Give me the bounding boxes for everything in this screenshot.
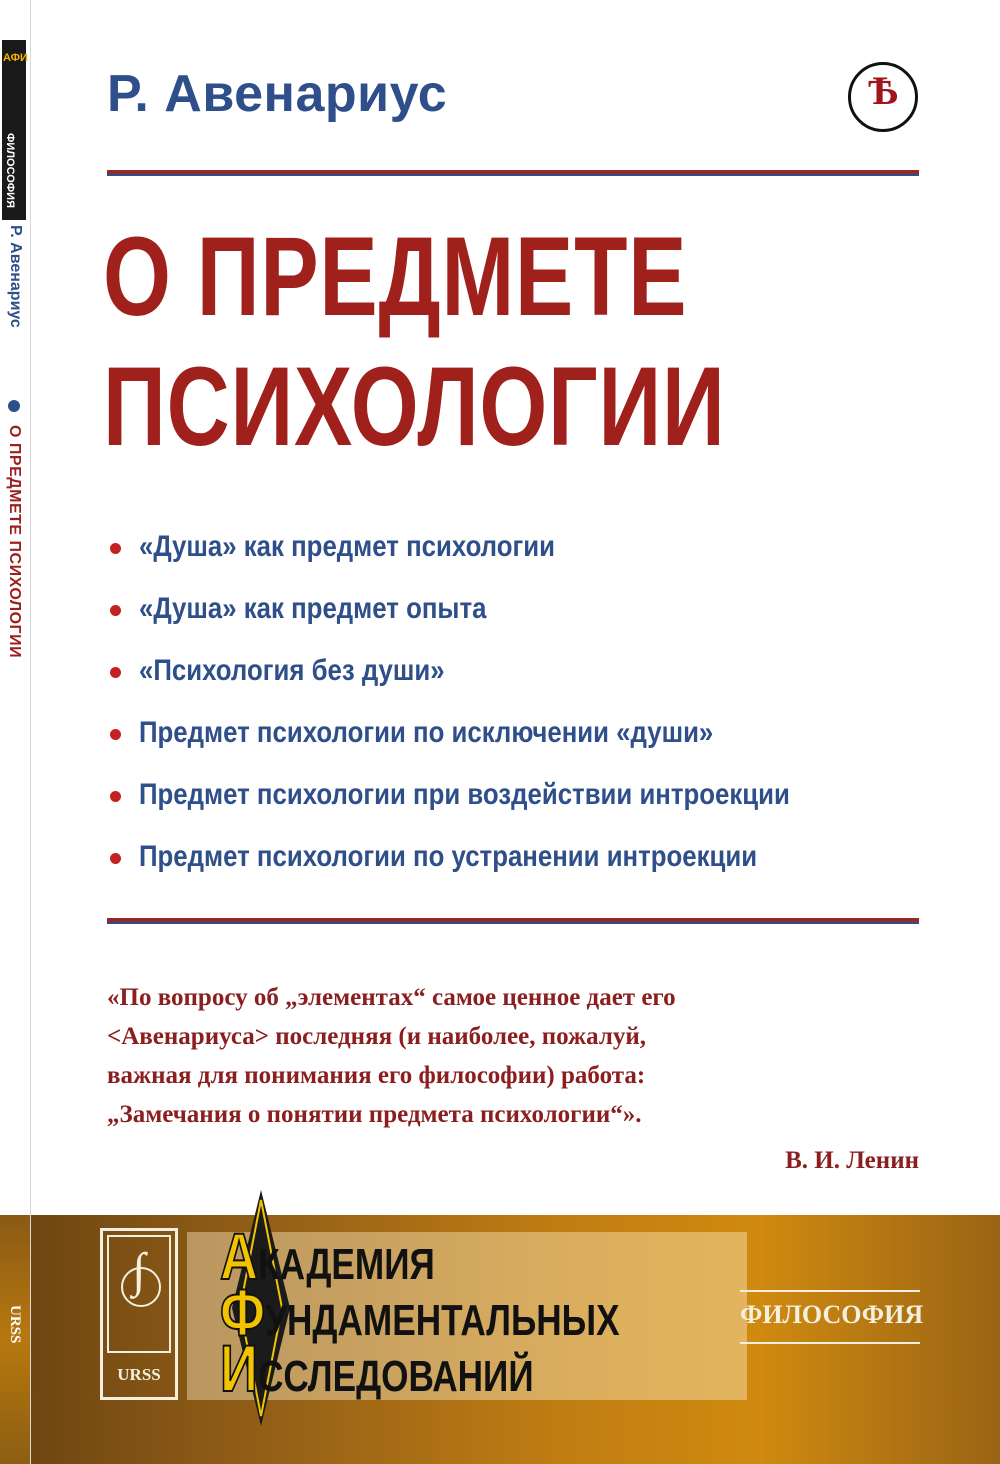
contents-item: «Психология без души» — [107, 654, 896, 716]
spine-publisher: URSS — [7, 1305, 23, 1344]
quote-line: «По вопросу об „элементах“ самое ценное дает его — [107, 984, 676, 1011]
spine-author: Р. Авенариус — [7, 225, 24, 328]
series-line-2: ФУНДАМЕНТАЛЬНЫХ — [220, 1275, 620, 1349]
quote-author: В. И. Ленин — [785, 1147, 919, 1174]
series-line-1: АКАДЕМИЯ — [220, 1219, 435, 1293]
spine-series-mark: АФИ — [3, 52, 28, 64]
cover-author: Р. Авенариус — [107, 65, 448, 123]
epigraph-quote — [107, 978, 919, 1134]
quote-line: <Авенариуса> последняя (и наиболее, пожалуй, — [107, 1023, 647, 1050]
cover-title-line1: О ПРЕДМЕТЕ — [103, 214, 688, 339]
category-text: ФИЛОСОФИЯ — [740, 1300, 924, 1329]
series-line-3: ИССЛЕДОВАНИЙ — [220, 1331, 534, 1405]
urss-logo — [100, 1228, 178, 1400]
bullet-icon — [110, 605, 121, 616]
contents-list — [107, 530, 896, 902]
book-spine — [0, 0, 31, 1464]
spine-title: О ПРЕДМЕТЕ ПСИХОЛОГИИ — [6, 425, 23, 659]
bullet-icon — [110, 791, 121, 802]
contents-item: «Душа» как предмет опыта — [107, 592, 896, 654]
publisher-logo-glyph: Ѣ — [867, 68, 899, 113]
contents-item: Предмет психологии при воздействии интроекции — [107, 778, 896, 840]
spine-series-label: ФИЛОСОФИЯ — [4, 132, 16, 208]
top-divider — [107, 170, 919, 176]
urss-label: URSS — [117, 1365, 161, 1384]
integral-icon: ∫ — [132, 1244, 146, 1297]
bullet-icon — [110, 543, 121, 554]
publisher-logo-icon — [848, 62, 918, 132]
urss-emblem — [107, 1235, 171, 1353]
bottom-divider — [107, 918, 919, 924]
bullet-icon — [110, 667, 121, 678]
bullet-icon — [110, 729, 121, 740]
contents-item: Предмет психологии по исключении «души» — [107, 716, 896, 778]
contents-item: «Душа» как предмет психологии — [107, 530, 896, 592]
cover-title-line2: ПСИХОЛОГИИ — [103, 344, 726, 469]
category-rule-bottom — [740, 1342, 920, 1344]
spine-separator-dot — [8, 400, 20, 412]
category-label — [740, 1290, 924, 1346]
bullet-icon — [110, 853, 121, 864]
contents-item: Предмет психологии по устранении интроекции — [107, 840, 896, 902]
quote-line: „Замечания о понятии предмета психологии“». — [107, 1101, 642, 1128]
category-rule-top — [740, 1290, 920, 1292]
quote-line: важная для понимания его философии) работа: — [107, 1062, 646, 1089]
